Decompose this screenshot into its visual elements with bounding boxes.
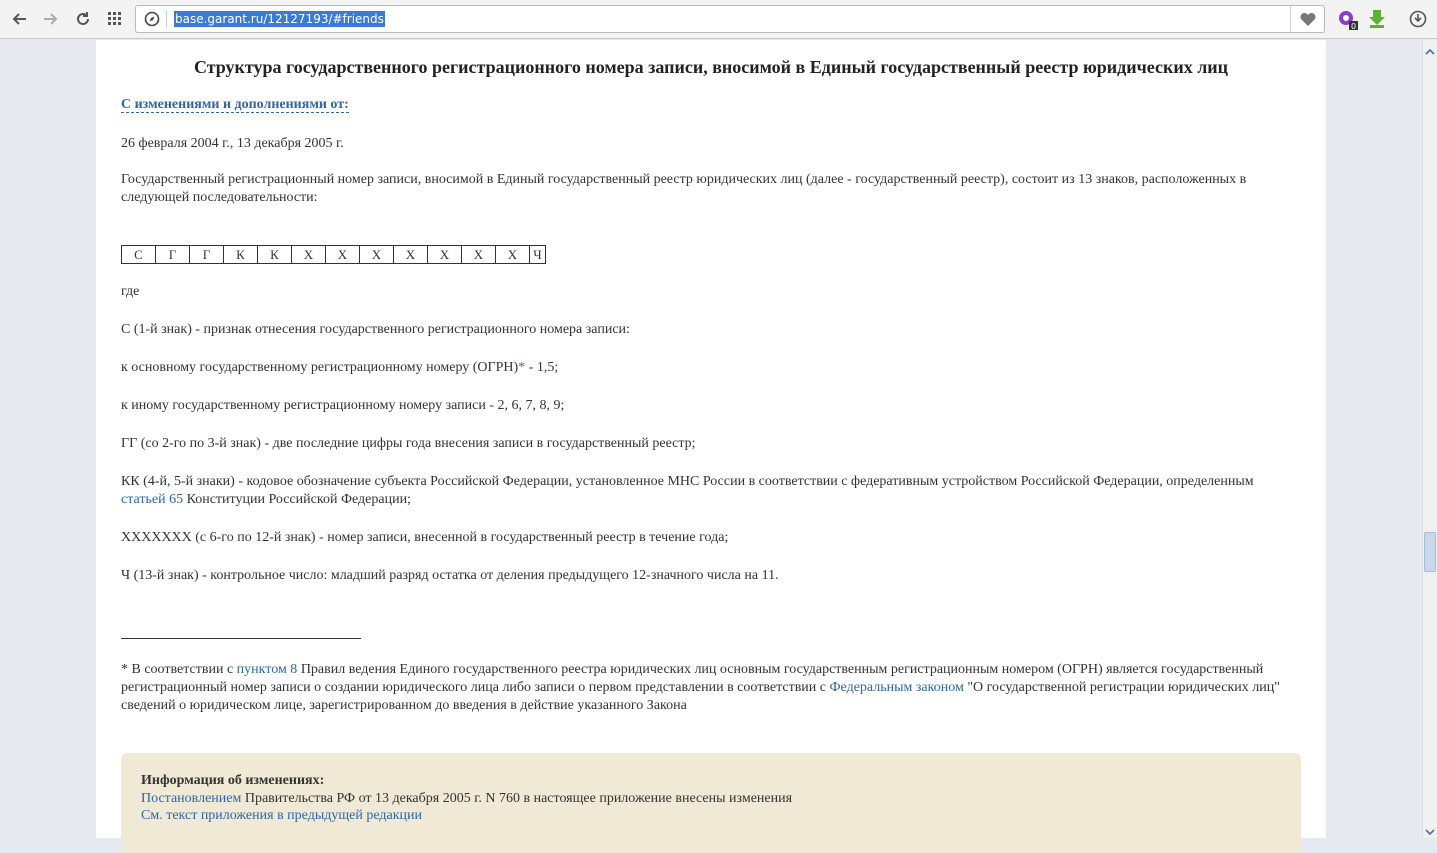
code-cell: Г <box>190 246 224 264</box>
article-65-link[interactable]: статьей 65 <box>121 492 184 507</box>
address-bar[interactable] <box>135 5 1325 33</box>
federal-law-link[interactable]: Федеральным законом <box>829 680 964 695</box>
kk-text-end: Конституции Российской Федерации; <box>183 492 411 507</box>
footnote-text-end: "О государственной регистрации юридических лиц" сведений о юридическом лице, зарегистрированном до введения в действие указанного Закона <box>121 680 1280 713</box>
scroll-up-icon[interactable] <box>1425 44 1435 54</box>
scroll-down-icon[interactable] <box>1425 824 1435 834</box>
changes-link[interactable]: С изменениями и дополнениями от: <box>121 97 349 112</box>
paragraph-other: к иному государственному регистрационному номеру записи - 2, 6, 7, 8, 9; <box>121 398 565 413</box>
code-cell: Х <box>496 246 530 264</box>
info-title: Информация об изменениях: <box>141 773 325 788</box>
vertical-scrollbar[interactable] <box>1422 40 1437 838</box>
code-cell: Х <box>360 246 394 264</box>
extension-badge: 0 <box>1350 22 1357 30</box>
point-8-link[interactable]: пунктом 8 <box>236 662 298 677</box>
apps-grid-icon[interactable] <box>104 8 126 30</box>
code-cell: Х <box>394 246 428 264</box>
intro-paragraph: Государственный регистрационный номер записи, вносимой в Единый государственный реестр юридических лиц (далее - государственный реестр), состоит из 13 знаков, расположенных в следующей последовательности: <box>121 172 1247 205</box>
info-line-1-text: Правительства РФ от 13 декабря 2005 г. N 760 в настоящее приложение внесены изменения <box>241 791 793 806</box>
code-cell: К <box>224 246 258 264</box>
extension-icon[interactable] <box>1337 8 1359 30</box>
code-cell: К <box>258 246 292 264</box>
changes-info-box <box>121 753 1301 853</box>
paragraph-ch: Ч (13-й знак) - контрольное число: младший разряд остатка от деления предыдущего 12-значного числа на 11. <box>121 568 779 583</box>
code-cell: Г <box>156 246 190 264</box>
resolution-link[interactable]: Постановлением <box>141 791 242 806</box>
download-arrow-icon[interactable] <box>1366 8 1388 30</box>
ogrn-text: к основному государственному регистрационному номеру (ОГРН) <box>121 360 519 375</box>
previous-edition-link[interactable]: См. текст приложения в предыдущей редакции <box>141 808 422 823</box>
info-line-2 <box>141 808 422 824</box>
code-cell: Х <box>326 246 360 264</box>
kk-text: КК (4-й, 5-й знаки) - кодовое обозначение субъекта Российской Федерации, установленное МНС России в соответствии с федеративным устройством Российской Федерации, определенным <box>121 474 1254 489</box>
code-cell: Х <box>428 246 462 264</box>
footnote-divider <box>121 638 361 639</box>
paragraph-kk <box>121 473 1301 509</box>
paragraph-x: ХХХХХХХ (с 6-го по 12-й знак) - номер записи, внесенной в государственный реестр в течение года; <box>121 530 729 545</box>
where-label: где <box>121 284 140 299</box>
page-title: Структура государственного регистрационного номера записи, вносимой в Единый государственный реестр юридических лиц <box>193 57 1229 77</box>
changes-row <box>121 96 1301 114</box>
code-cell: Х <box>462 246 496 264</box>
compass-icon[interactable] <box>144 11 160 27</box>
code-structure-table <box>121 245 546 264</box>
paragraph-gg: ГГ (со 2-го по 3-й знак) - две последние цифры года внесения записи в государственный реестр; <box>121 436 696 451</box>
changes-dates: 26 февраля 2004 г., 13 декабря 2005 г. <box>121 136 344 151</box>
forward-arrow-icon[interactable] <box>39 8 61 30</box>
reload-icon[interactable] <box>72 8 94 30</box>
scrollbar-thumb[interactable] <box>1424 532 1436 572</box>
info-line-1 <box>141 791 792 807</box>
code-cell: С <box>122 246 156 264</box>
browser-toolbar <box>0 0 1437 39</box>
paragraph-c: С (1-й знак) - признак отнесения государственного регистрационного номера записи: <box>121 322 630 337</box>
footnote <box>121 661 1301 715</box>
url-text[interactable]: base.garant.ru/12127193/#friends <box>175 12 384 26</box>
code-cell: Х <box>292 246 326 264</box>
paragraph-ogrn <box>121 359 1301 377</box>
ogrn-values: - 1,5; <box>525 360 559 375</box>
back-arrow-icon[interactable] <box>9 8 31 30</box>
footnote-star-link[interactable]: * <box>518 360 526 375</box>
downloads-icon[interactable] <box>1407 8 1429 30</box>
footnote-text: * В соответствии с <box>121 662 237 677</box>
document-page <box>96 40 1326 838</box>
code-cell: Ч <box>530 246 546 264</box>
heart-icon[interactable] <box>1290 6 1324 32</box>
footnote-text-mid: Правил ведения Единого государственного реестра юридических лиц основным государственным регистрационным номером (ОГРН) является государственный регистрационный номер записи о создании юридического лица либо записи о первом представлении в соответствии с <box>121 662 1264 695</box>
url-divider <box>166 10 167 28</box>
